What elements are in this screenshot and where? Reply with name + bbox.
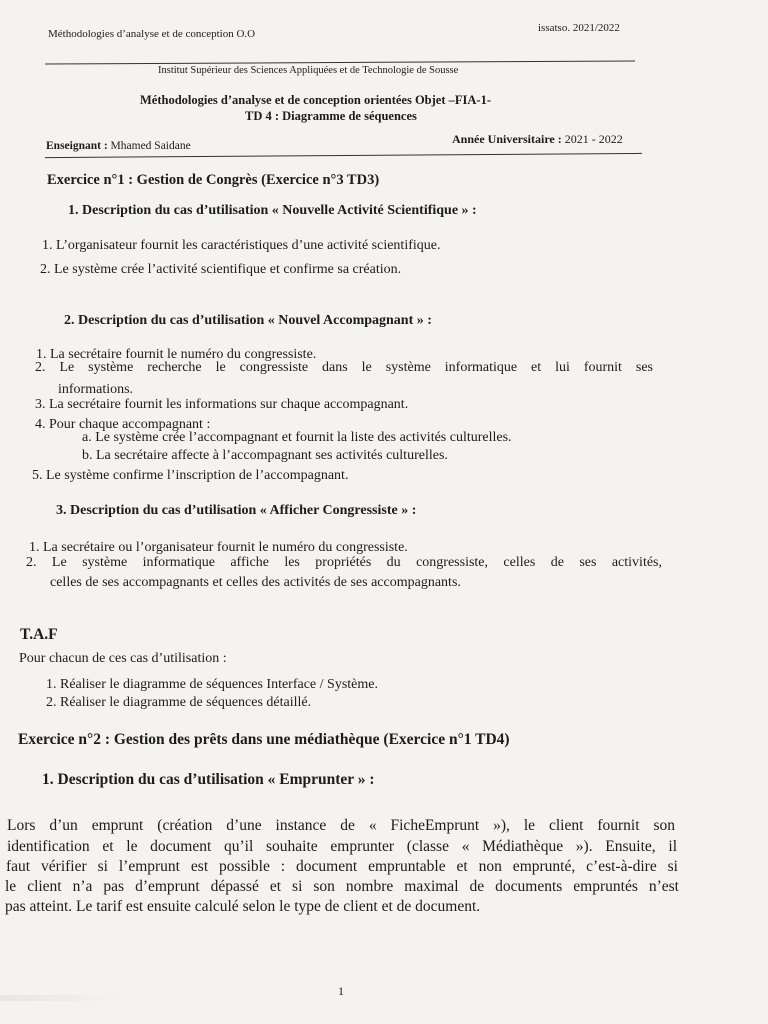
list-item: 1. La secrétaire fournit le numéro du congressiste. <box>36 347 317 362</box>
sub-list-item: b. La secrétaire affecte à l’accompagnant ses activités culturelles. <box>82 448 448 463</box>
paragraph-line: identification et le document qu’il souhaite emprunter (classe « Médiathèque »). Ensuite, il <box>7 838 677 855</box>
teacher-line <box>46 140 191 152</box>
year-label: Année Universitaire : <box>452 132 562 146</box>
teacher-name: Mhamed Saidane <box>107 140 191 152</box>
page-number: 1 <box>338 984 344 998</box>
list-item: 1. La secrétaire ou l’organisateur fournit le numéro du congressiste. <box>29 540 408 555</box>
exercise-1-title: Exercice n°1 : Gestion de Congrès (Exercice n°3 TD3) <box>47 172 380 188</box>
paragraph-line: pas atteint. Le tarif est ensuite calculé selon le type de client et de document. <box>5 898 481 915</box>
taf-intro: Pour chacun de ces cas d’utilisation : <box>19 651 227 666</box>
teacher-label: Enseignant : <box>46 140 108 152</box>
taf-item-2: 2. Réaliser le diagramme de séquences détaillé. <box>46 695 312 710</box>
list-item: 5. Le système confirme l’inscription de l’accompagnant. <box>32 468 349 483</box>
list-item <box>46 695 311 711</box>
taf-title: T.A.F <box>20 626 58 643</box>
sub-list-item: a. Le système crée l’accompagnant et fournit la liste des activités culturelles. <box>82 430 512 445</box>
use-case-emprunter-heading: 1. Description du cas d’utilisation « Emprunter » : <box>42 771 375 788</box>
list-item: 2. Le système informatique affiche les propriétés du congressiste, celles de ses activités, <box>26 555 662 570</box>
paragraph-line: Lors d’un emprunt (création d’une instance de « FicheEmprunt »), le client fournit son <box>7 817 675 834</box>
use-case-2-heading: 2. Description du cas d’utilisation « Nouvel Accompagnant » : <box>64 313 432 328</box>
list-item-continuation: informations. <box>58 382 134 397</box>
list-item <box>46 677 378 693</box>
list-item: 4. Pour chaque accompagnant : <box>35 417 211 432</box>
list-item-continuation: celles de ses accompagnants et celles des activités de ses accompagnants. <box>50 575 461 590</box>
header-corner-text: issatso. 2021/2022 <box>538 22 620 34</box>
taf-item-1: 1. Réaliser le diagramme de séquences Interface / Système. <box>46 677 378 692</box>
paragraph-line: le client n’a pas d’emprunt dépassé et si son nombre maximal de documents empruntés n’est <box>5 878 679 895</box>
list-item: 2. Le système recherche le congressiste dans le système informatique et lui fournit ses <box>35 360 653 375</box>
title-rule <box>45 153 642 158</box>
use-case-1-heading: 1. Description du cas d’utilisation « Nouvelle Activité Scientifique » : <box>68 203 477 218</box>
list-item: 3. La secrétaire fournit les informations sur chaque accompagnant. <box>35 397 409 412</box>
academic-year <box>452 132 623 147</box>
use-case-3-heading: 3. Description du cas d’utilisation « Afficher Congressiste » : <box>56 503 417 518</box>
list-item: 2. Le système crée l’activité scientifique et confirme sa création. <box>40 262 402 277</box>
institute-name: Institut Supérieur des Sciences Appliquées et de Technologie de Sousse <box>158 65 459 76</box>
header-rule <box>45 60 635 64</box>
exercise-2-title: Exercice n°2 : Gestion des prêts dans une médiathèque (Exercice n°1 TD4) <box>18 731 510 748</box>
paragraph-line: faut vérifier si l’emprunt est possible : document empruntable et non emprunté, c’est-à-dire si <box>6 858 678 875</box>
course-header: Méthodologies d’analyse et de conception O.O <box>48 28 256 40</box>
list-item: 1. L’organisateur fournit les caractéristiques d’une activité scientifique. <box>42 238 441 253</box>
year-value: 2021 - 2022 <box>561 132 623 146</box>
document-title: Méthodologies d’analyse et de conception orientées Objet –FIA-1- <box>140 93 491 107</box>
scan-smudge <box>0 995 120 1001</box>
document-subtitle: TD 4 : Diagramme de séquences <box>245 109 417 123</box>
